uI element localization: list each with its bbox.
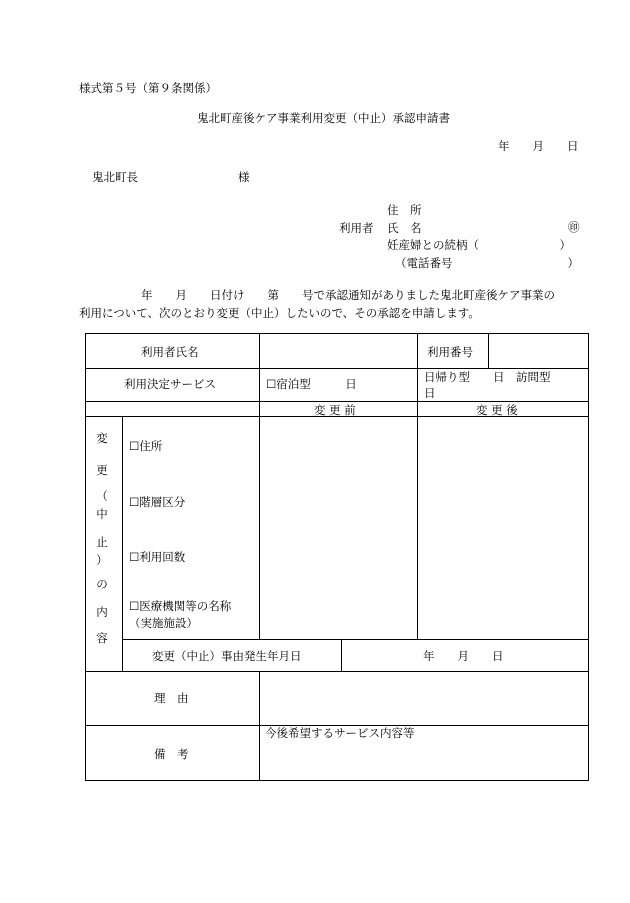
relation-field: 妊産婦との続柄（ ） bbox=[387, 238, 571, 252]
remarks-label: 備 考 bbox=[154, 747, 189, 761]
seal-mark: ㊞ bbox=[568, 220, 580, 234]
item-bracket-checkbox[interactable]: ☐階層区分 bbox=[129, 495, 186, 509]
applicant-role: 利用者 bbox=[339, 221, 374, 235]
occurrence-date-label: 変更（中止）事由発生年月日 bbox=[152, 649, 302, 663]
reason-label: 理 由 bbox=[154, 691, 189, 705]
applicant-address-label: 住 所 bbox=[387, 203, 422, 217]
addressee: 鬼北町長 bbox=[92, 170, 138, 184]
daytrip-visit-service: 日帰り型 日 訪問型 bbox=[424, 370, 551, 384]
user-number-label: 利用番号 bbox=[427, 345, 473, 359]
occurrence-date-value: 年 月 日 bbox=[423, 649, 504, 663]
user-name-label: 利用者氏名 bbox=[141, 345, 199, 359]
phone-field: （電話番号 ） bbox=[395, 256, 579, 270]
application-date: 年 月 日 bbox=[498, 139, 579, 153]
before-change-header: 変 更 前 bbox=[314, 403, 356, 417]
item-facility-name-checkbox[interactable]: ☐医療機関等の名称 bbox=[129, 599, 232, 613]
service-label: 利用決定サービス bbox=[124, 377, 216, 391]
applicant-name-label: 氏 名 bbox=[387, 221, 422, 235]
addressee-honorific: 様 bbox=[238, 170, 250, 184]
form-number: 様式第５号（第９条関係） bbox=[79, 81, 217, 95]
body-text-line-2: 利用について、次のとおり変更（中止）したいので、その承認を申請します。 bbox=[79, 306, 480, 320]
item-address-checkbox[interactable]: ☐住所 bbox=[129, 439, 163, 453]
document-title: 鬼北町産後ケア事業利用変更（中止）承認申請書 bbox=[197, 111, 450, 125]
item-facility-subtext: （実施施設） bbox=[129, 616, 198, 630]
body-text-line-1: 年 月 日付け 第 号で承認通知がありました鬼北町産後ケア事業の bbox=[141, 288, 555, 302]
daytrip-visit-service-suffix: 日 bbox=[424, 386, 436, 400]
application-table: 利用者氏名 利用番号 利用決定サービス ☐宿泊型 日 日帰り型 日 訪問型 日 変 更 前 変 更 後 変 更 （ 中 止 ） の 内 容 ☐住所 ☐階層区分 ☐利用回数 ☐医療機関等の名称 （実施施設） 変更（中止）事由発生年月日 年 月 日 理 由 備 考 今後希望するサービス内容等 bbox=[85, 333, 589, 781]
remarks-note: 今後希望するサービス内容等 bbox=[265, 726, 415, 740]
item-usage-count-checkbox[interactable]: ☐利用回数 bbox=[129, 550, 186, 564]
overnight-service-checkbox[interactable]: ☐宿泊型 日 bbox=[266, 377, 357, 391]
after-change-header: 変 更 後 bbox=[476, 403, 518, 417]
